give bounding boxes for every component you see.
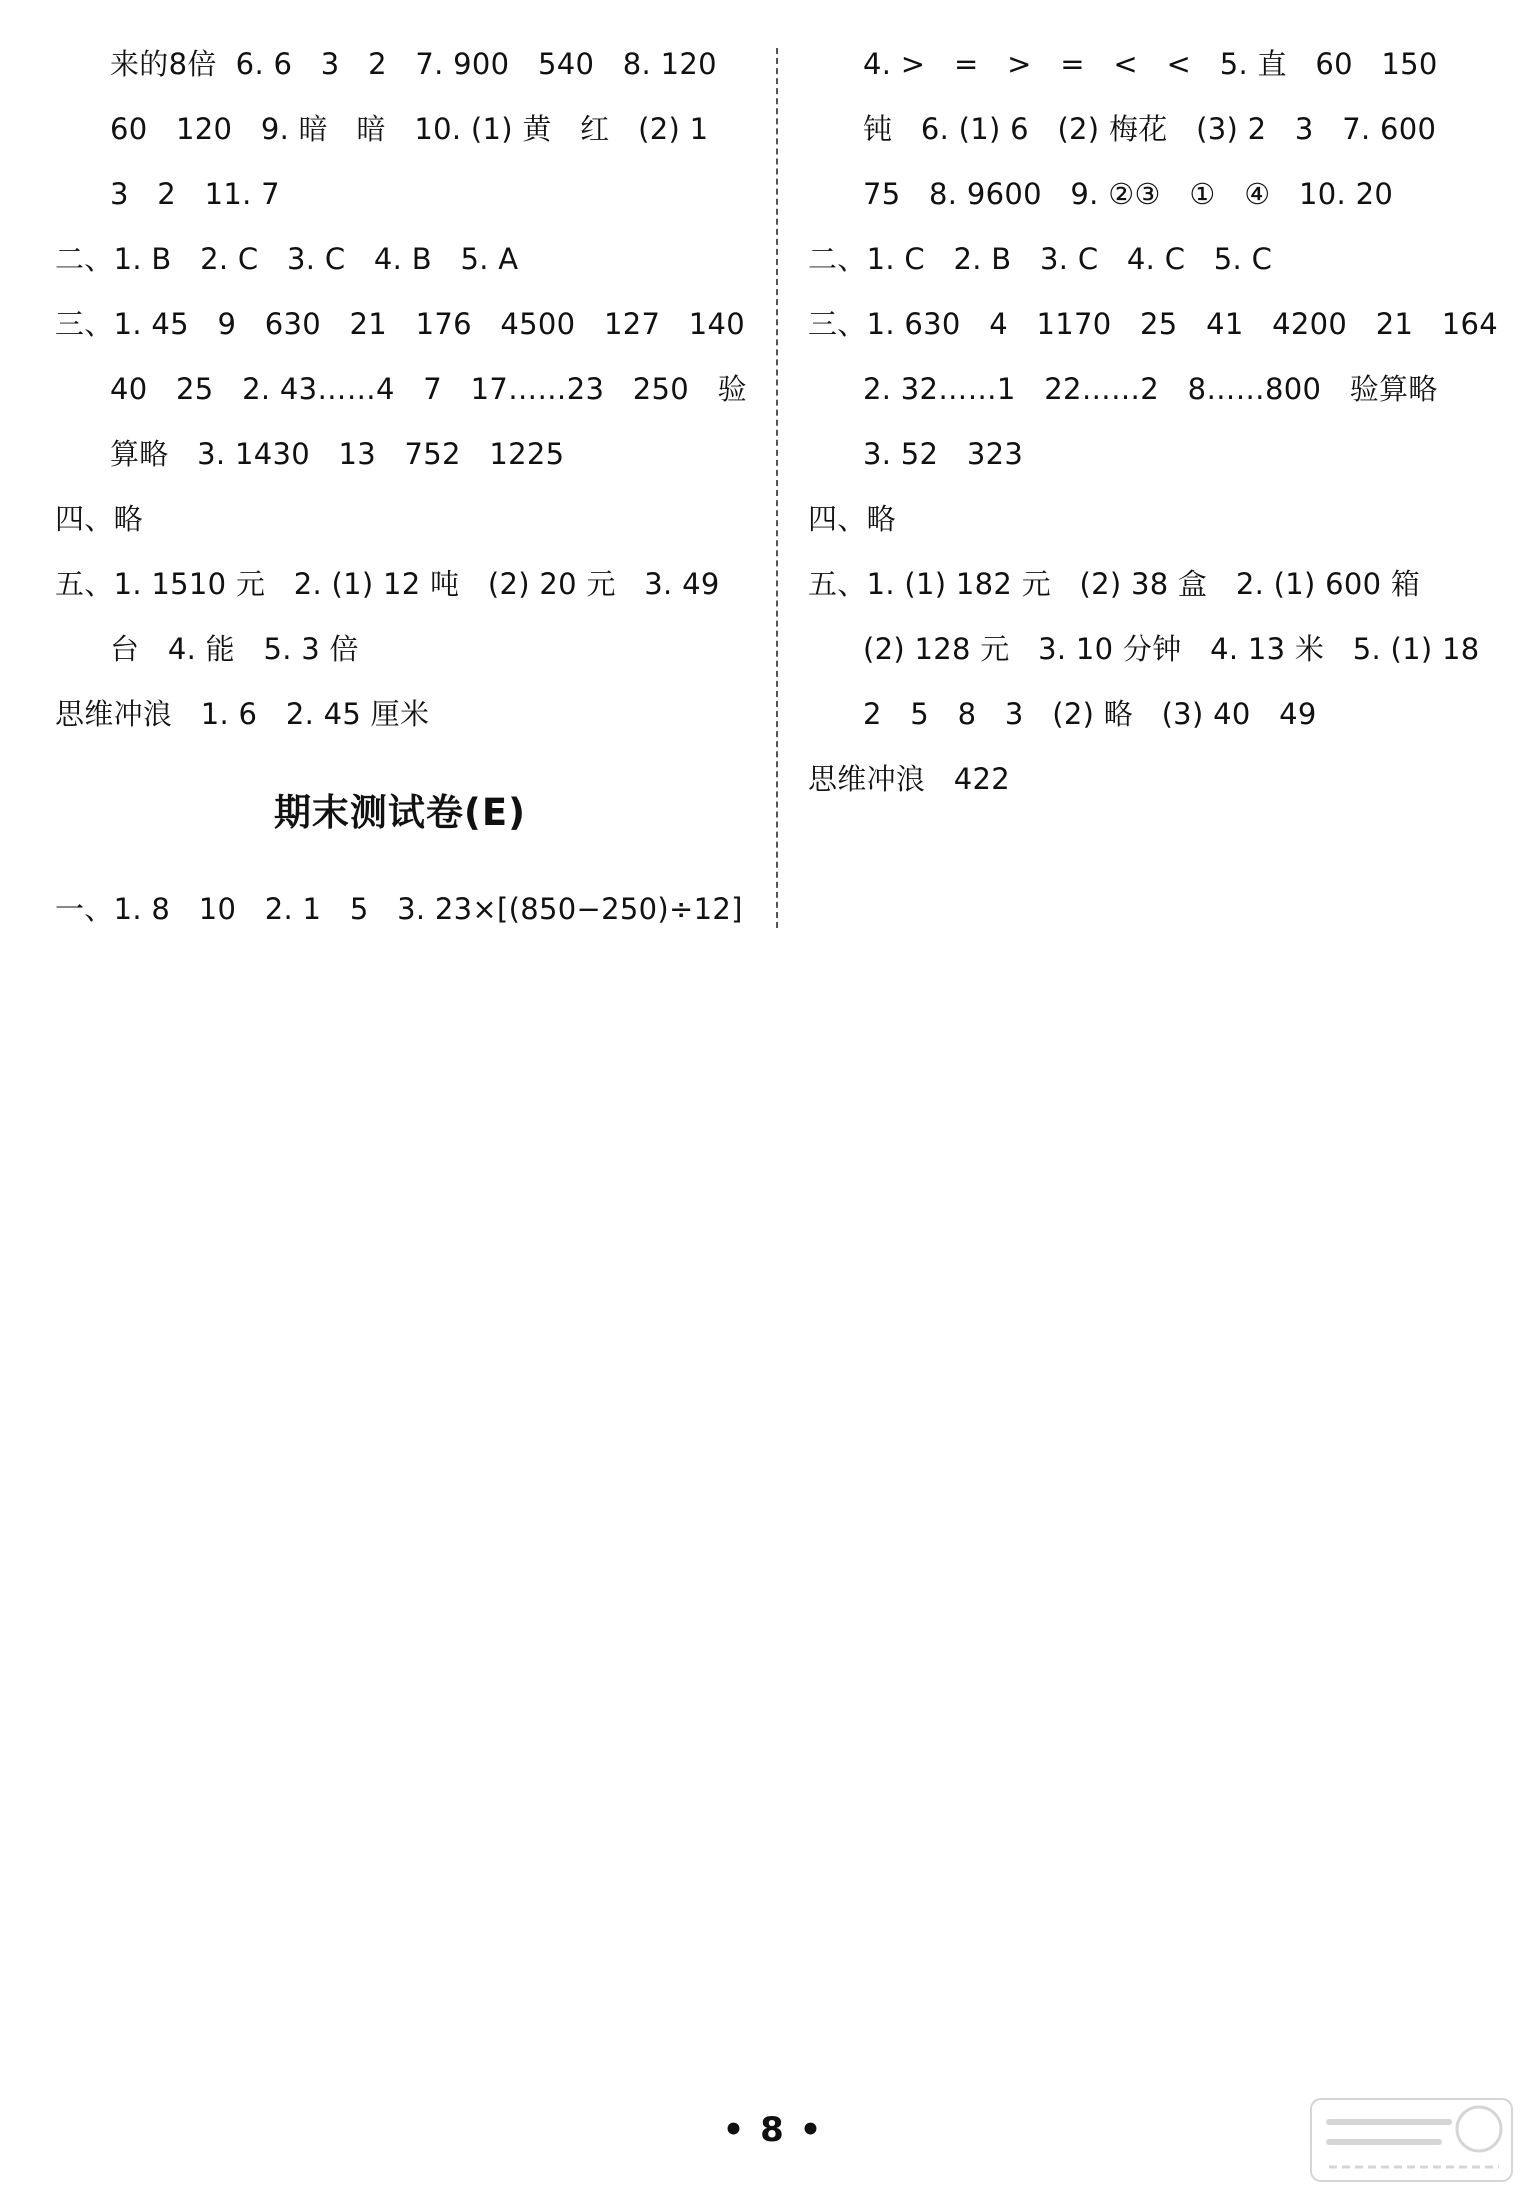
section-title: 期末测试卷(E) xyxy=(273,791,527,834)
answer-line: 思维冲浪 422 xyxy=(808,762,1011,796)
left-column xyxy=(55,38,755,948)
answer-line: 台 4. 能 5. 3 倍 xyxy=(110,632,359,666)
watermark-logo xyxy=(1309,2097,1514,2183)
answer-line: 三、1. 630 4 1170 25 41 4200 21 164 xyxy=(808,307,1499,341)
answer-line: 二、1. C 2. B 3. C 4. C 5. C xyxy=(808,242,1273,276)
answer-line: 75 8. 9600 9. ②③ ① ④ 10. 20 xyxy=(863,177,1394,211)
answer-line: 3. 52 323 xyxy=(863,437,1024,471)
answer-line: 四、略 xyxy=(55,502,143,536)
answer-line: 3 2 11. 7 xyxy=(110,177,280,211)
answer-line: 40 25 2. 43……4 7 17……23 250 验 xyxy=(110,372,747,406)
answer-line: (2) 128 元 3. 10 分钟 4. 13 米 5. (1) 18 xyxy=(863,632,1480,666)
page-number: • 8 • xyxy=(722,2110,824,2150)
answer-line: 思维冲浪 1. 6 2. 45 厘米 xyxy=(55,697,430,731)
answer-line: 2 5 8 3 (2) 略 (3) 40 49 xyxy=(863,697,1317,731)
answer-line: 2. 32……1 22……2 8……800 验算略 xyxy=(863,372,1438,406)
answer-line: 五、1. (1) 182 元 (2) 38 盒 2. (1) 600 箱 xyxy=(808,567,1421,601)
answer-line: 一、1. 8 10 2. 1 5 3. 23×[(850−250)÷12] xyxy=(55,892,743,926)
column-divider xyxy=(776,48,778,928)
answer-line: 四、略 xyxy=(808,502,896,536)
answer-line: 五、1. 1510 元 2. (1) 12 吨 (2) 20 元 3. 49 xyxy=(55,567,720,601)
answer-line: 算略 3. 1430 13 752 1225 xyxy=(110,437,565,471)
answer-line: 60 120 9. 暗 暗 10. (1) 黄 红 (2) 1 xyxy=(110,112,709,146)
answer-line: 4. > = > = < < 5. 直 60 150 xyxy=(863,47,1438,81)
answer-line: 三、1. 45 9 630 21 176 4500 127 140 xyxy=(55,307,746,341)
answer-line: 二、1. B 2. C 3. C 4. B 5. A xyxy=(55,242,519,276)
right-column xyxy=(808,38,1508,818)
answer-line: 钝 6. (1) 6 (2) 梅花 (3) 2 3 7. 600 xyxy=(863,112,1437,146)
answer-line: 来的8倍 6. 6 3 2 7. 900 540 8. 120 xyxy=(110,47,717,81)
